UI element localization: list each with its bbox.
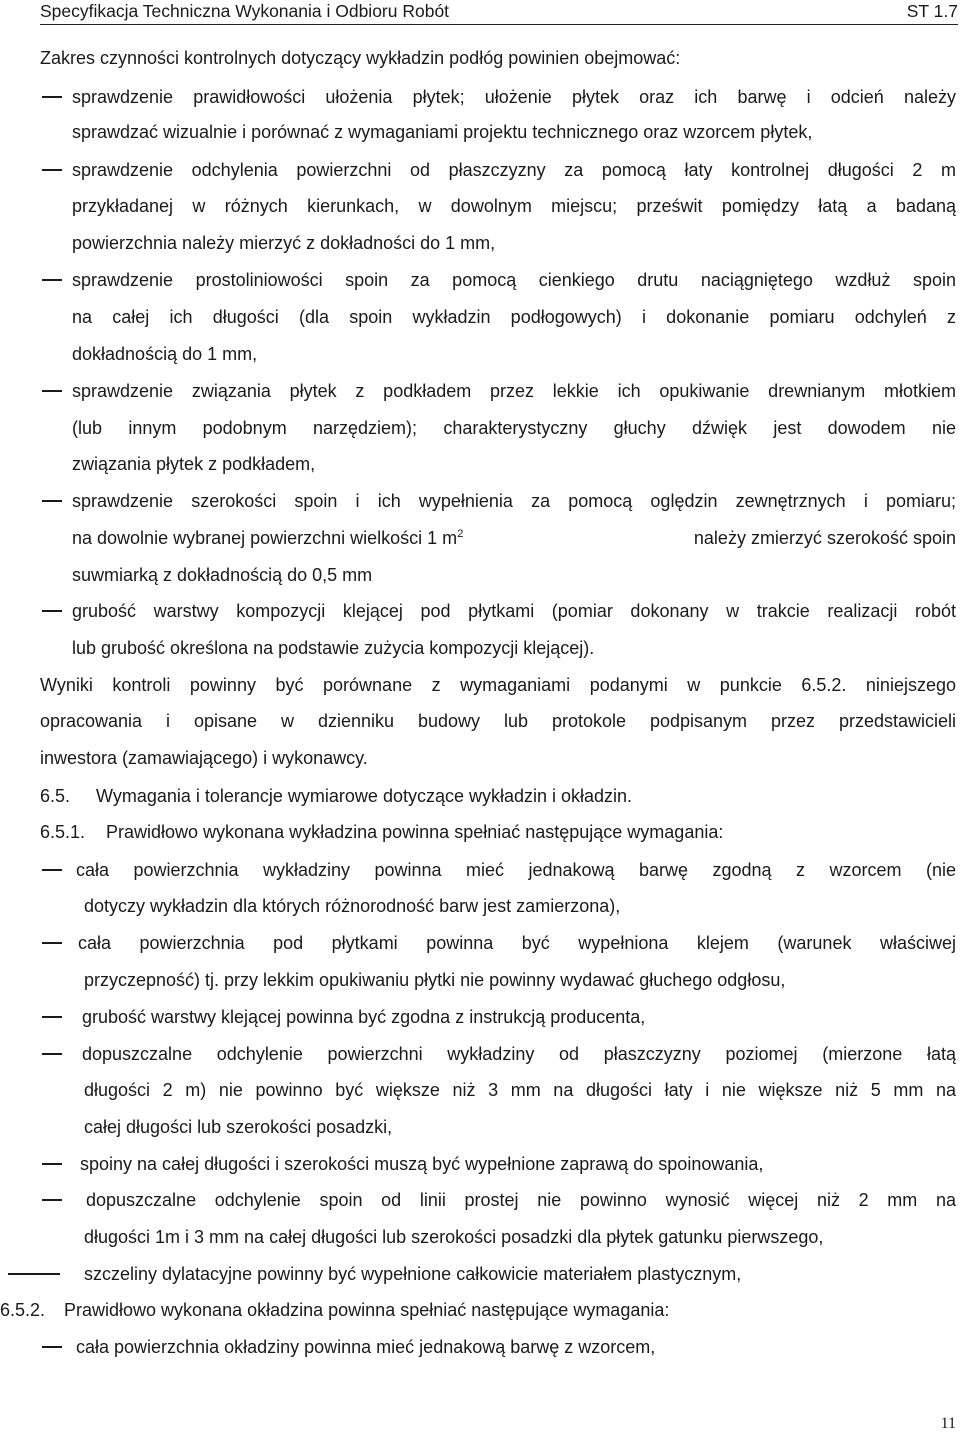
bullet-line: dopuszczalne odchylenie powierzchni wykładziny od płaszczyzny poziomej (mierzone łatą: [82, 1044, 956, 1064]
superscript-2: 2: [457, 528, 464, 540]
bullet-line: długości 2 m) nie powinno być większe niż 3 mm na długości łaty i nie większe niż 5 mm na: [84, 1080, 956, 1100]
bullet-line: sprawdzenie związania płytek z podkładem przez lekkie ich opukiwanie drewnianym młotkiem: [72, 381, 956, 401]
bullet-line-part: na dowolnie wybranej powierzchni wielkości 1 m: [72, 528, 458, 548]
section-title: Prawidłowo wykonana wykładzina powinna spełniać następujące wymagania:: [106, 822, 724, 842]
bullet-line: na całej ich długości (dla spoin wykładzin podłogowych) i dokonanie pomiaru odchyleń z: [72, 307, 956, 327]
bullet-line: cała powierzchnia pod płytkami powinna być wypełniona klejem (warunek właściwej: [78, 933, 956, 953]
page-number: 11: [940, 1415, 956, 1432]
bullet-line: suwmiarką z dokładnością do 0,5 mm: [72, 565, 373, 585]
bullet-line: grubość warstwy klejącej powinna być zgodna z instrukcją producenta,: [82, 1007, 646, 1027]
bullet-line: szczeliny dylatacyjne powinny być wypełnione całkowicie materiałem plastycznym,: [84, 1264, 742, 1284]
bullet-line: sprawdzać wizualnie i porównać z wymaganiami projektu technicznego oraz wzorcem płytek,: [72, 122, 813, 142]
bullet-dash: [8, 1273, 60, 1275]
bullet-dash: [42, 279, 62, 281]
header-title: Specyfikacja Techniczna Wykonania i Odbioru Robót: [40, 1, 450, 21]
bullet-dash: [42, 1346, 62, 1348]
section-title: Prawidłowo wykonana okładzina powinna spełniać następujące wymagania:: [64, 1300, 670, 1320]
bullet-dash: [42, 169, 62, 171]
bullet-dash: [42, 96, 62, 98]
bullet-line: dotyczy wykładzin dla których różnorodność barw jest zamierzona),: [84, 896, 621, 916]
bullet-dash: [42, 942, 62, 944]
section-title: Wymagania i tolerancje wymiarowe dotyczące wykładzin i okładzin.: [96, 786, 633, 806]
results-paragraph-line: opracowania i opisane w dzienniku budowy lub protokole podpisanym przez przedstawicieli: [40, 711, 956, 731]
bullet-line: sprawdzenie prawidłowości ułożenia płytek; ułożenie płytek oraz ich barwę i odcień należy: [72, 87, 956, 107]
bullet-line: (lub innym podobnym narzędziem); charakterystyczny głuchy dźwięk jest dowodem nie: [72, 418, 956, 438]
section-number: 6.5.2.: [0, 1300, 46, 1320]
bullet-dash: [42, 1199, 62, 1201]
bullet-line: dokładnością do 1 mm,: [72, 344, 258, 364]
bullet-line: przykładanej w różnych kierunkach, w dowolnym miejscu; prześwit pomiędzy łatą a badaną: [72, 196, 956, 216]
bullet-line: cała powierzchnia wykładziny powinna mieć jednakową barwę zgodną z wzorcem (nie: [76, 860, 956, 880]
results-paragraph-line: Wyniki kontroli powinny być porównane z wymaganiami podanymi w punkcie 6.5.2. niniejszego: [40, 675, 956, 695]
bullet-dash: [42, 500, 62, 502]
bullet-line-tail: należy zmierzyć szerokość spoin: [693, 528, 956, 548]
section-number: 6.5.1.: [40, 822, 86, 842]
bullet-line: dopuszczalne odchylenie spoin od linii prostej nie powinno wynosić więcej niż 2 mm na: [86, 1190, 956, 1210]
bullet-line: cała powierzchnia okładziny powinna mieć jednakową barwę z wzorcem,: [76, 1337, 656, 1357]
bullet-dash: [42, 390, 62, 392]
bullet-dash: [42, 1053, 62, 1055]
bullet-dash: [42, 1163, 62, 1165]
bullet-dash: [42, 1016, 62, 1018]
section-number: 6.5.: [40, 786, 71, 806]
bullet-line: sprawdzenie odchylenia powierzchni od płaszczyzny za pomocą łaty kontrolnej długości 2 m: [72, 160, 956, 180]
bullet-line: długości 1m i 3 mm na całej długości lub szerokości posadzki dla płytek gatunku pierwszego,: [84, 1227, 824, 1247]
results-paragraph-line: inwestora (zamawiającego) i wykonawcy.: [40, 748, 368, 768]
page-header: [40, 0, 958, 25]
bullet-line: sprawdzenie szerokości spoin i ich wypełnienia za pomocą oględzin zewnętrznych i pomiaru;: [72, 491, 956, 511]
bullet-dash: [42, 610, 62, 612]
intro-text: Zakres czynności kontrolnych dotyczący wykładzin podłóg powinien obejmować:: [40, 48, 681, 68]
bullet-dash: [42, 869, 62, 871]
header-code: ST 1.7: [906, 1, 958, 21]
bullet-line: grubość warstwy kompozycji klejącej pod płytkami (pomiar dokonany w trakcie realizacji robót: [72, 601, 956, 621]
bullet-line: przyczepność) tj. przy lekkim opukiwaniu płytki nie powinny wydawać głuchego odgłosu,: [84, 970, 786, 990]
bullet-line-area: [72, 526, 463, 550]
bullet-line: sprawdzenie prostoliniowości spoin za pomocą cienkiego drutu naciągniętego wzdłuż spoin: [72, 270, 956, 290]
bullet-line: związania płytek z podkładem,: [72, 454, 316, 474]
bullet-line: spoiny na całej długości i szerokości muszą być wypełnione zaprawą do spoinowania,: [80, 1154, 764, 1174]
bullet-line: całej długości lub szerokości posadzki,: [84, 1117, 393, 1137]
bullet-line: lub grubość określona na podstawie zużycia kompozycji klejącej).: [72, 638, 595, 658]
bullet-line: powierzchnia należy mierzyć z dokładności do 1 mm,: [72, 233, 496, 253]
